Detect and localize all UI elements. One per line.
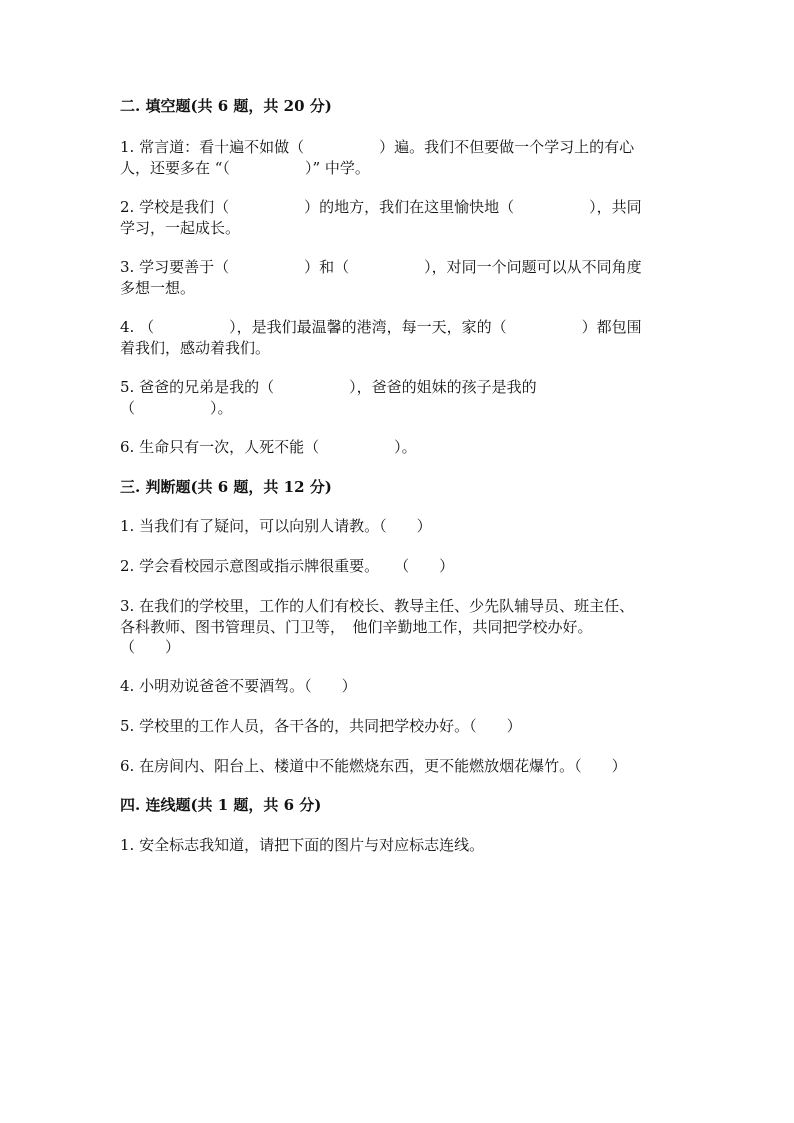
question-line: 2. 学校是我们（ ）的地方，我们在这里愉快地（ ），共同 — [120, 198, 642, 216]
question-line: （ ） — [120, 638, 181, 656]
question-line: 人，还要多在 “（ ）” 中学。 — [120, 159, 370, 177]
question-line: （ ）。 — [120, 399, 233, 417]
section-heading-true-false: 三. 判断题(共 6 题，共 12 分) — [120, 478, 332, 496]
question-line: 1. 当我们有了疑问，可以向别人请教。（ ） — [120, 517, 432, 535]
question-line: 6. 生命只有一次，人死不能（ ）。 — [120, 438, 417, 456]
question-line: 1. 安全标志我知道，请把下面的图片与对应标志连线。 — [120, 836, 485, 854]
question-line: 各科教师、图书管理员、门卫等， 他们辛勤地工作，共同把学校办好。 — [120, 618, 593, 636]
section-heading-matching: 四. 连线题(共 1 题，共 6 分) — [120, 796, 322, 814]
question-line: 多想一想。 — [120, 279, 196, 297]
question-line: 5. 学校里的工作人员，各干各的，共同把学校办好。（ ） — [120, 717, 522, 735]
question-line: 4. （ ），是我们最温馨的港湾，每一天，家的（ ）都包围 — [120, 318, 642, 336]
question-line: 着我们，感动着我们。 — [120, 339, 271, 357]
question-line: 4. 小明劝说爸爸不要酒驾。（ ） — [120, 677, 357, 695]
question-line: 1. 常言道：看十遍不如做（ ）遍。我们不但要做一个学习上的有心 — [120, 138, 635, 156]
question-line: 5. 爸爸的兄弟是我的（ ），爸爸的姐妹的孩子是我的 — [120, 378, 537, 396]
question-line: 3. 在我们的学校里，工作的人们有校长、教导主任、少先队辅导员、班主任、 — [120, 597, 635, 615]
question-line: 2. 学会看校园示意图或指示牌很重要。 （ ） — [120, 557, 455, 575]
section-heading-fill-blank: 二. 填空题(共 6 题，共 20 分) — [120, 97, 332, 115]
question-line: 6. 在房间内、阳台上、楼道中不能燃烧东西，更不能燃放烟花爆竹。（ ） — [120, 757, 627, 775]
question-line: 3. 学习要善于（ ）和（ ），对同一个问题可以从不同角度 — [120, 258, 642, 276]
question-line: 学习，一起成长。 — [120, 219, 241, 237]
